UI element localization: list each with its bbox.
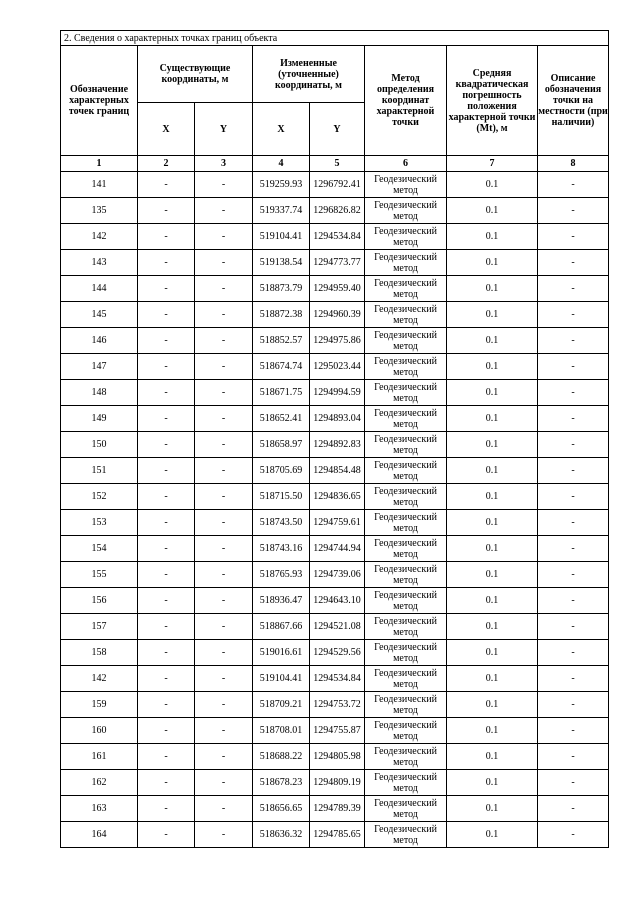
point-cell: 158 <box>61 640 138 666</box>
table-row <box>61 562 609 588</box>
header-error: Средняя квадратическая погрешность положения характерной точки (Mt), м <box>447 46 538 156</box>
existing-x-cell: - <box>138 718 195 744</box>
existing-y-cell: - <box>195 276 253 302</box>
description-cell: - <box>538 640 609 666</box>
table-row <box>61 614 609 640</box>
existing-y-cell: - <box>195 796 253 822</box>
point-cell: 151 <box>61 458 138 484</box>
method-cell: Геодезический метод <box>365 406 447 432</box>
changed-x-cell: 518872.38 <box>253 302 310 328</box>
description-cell: - <box>538 276 609 302</box>
header-method: Метод определения координат характерной точки <box>365 46 447 156</box>
changed-x-cell: 518705.69 <box>253 458 310 484</box>
table-row <box>61 770 609 796</box>
table-row <box>61 458 609 484</box>
existing-x-cell: - <box>138 666 195 692</box>
section-title: 2. Сведения о характерных точках границ объекта <box>61 31 609 46</box>
point-cell: 162 <box>61 770 138 796</box>
error-cell: 0.1 <box>447 432 538 458</box>
table-row <box>61 536 609 562</box>
existing-x-cell: - <box>138 406 195 432</box>
point-cell: 163 <box>61 796 138 822</box>
changed-y-cell: 1294805.98 <box>310 744 365 770</box>
point-cell: 149 <box>61 406 138 432</box>
method-cell: Геодезический метод <box>365 432 447 458</box>
existing-y-cell: - <box>195 510 253 536</box>
method-cell: Геодезический метод <box>365 484 447 510</box>
existing-x-cell: - <box>138 354 195 380</box>
description-cell: - <box>538 614 609 640</box>
description-cell: - <box>538 796 609 822</box>
existing-x-cell: - <box>138 640 195 666</box>
point-cell: 150 <box>61 432 138 458</box>
changed-y-cell: 1294975.86 <box>310 328 365 354</box>
error-cell: 0.1 <box>447 536 538 562</box>
header-point: Обозначение характерных точек границ <box>61 46 138 156</box>
method-cell: Геодезический метод <box>365 354 447 380</box>
changed-y-cell: 1294994.59 <box>310 380 365 406</box>
description-cell: - <box>538 458 609 484</box>
table-row <box>61 276 609 302</box>
existing-y-cell: - <box>195 588 253 614</box>
error-cell: 0.1 <box>447 172 538 198</box>
table-row <box>61 172 609 198</box>
header-changed-y: Y <box>310 103 365 156</box>
description-cell: - <box>538 822 609 848</box>
method-cell: Геодезический метод <box>365 536 447 562</box>
changed-x-cell: 518671.75 <box>253 380 310 406</box>
existing-x-cell: - <box>138 458 195 484</box>
existing-y-cell: - <box>195 198 253 224</box>
description-cell: - <box>538 484 609 510</box>
existing-y-cell: - <box>195 354 253 380</box>
changed-x-cell: 518936.47 <box>253 588 310 614</box>
existing-x-cell: - <box>138 276 195 302</box>
existing-x-cell: - <box>138 536 195 562</box>
changed-y-cell: 1294836.65 <box>310 484 365 510</box>
changed-y-cell: 1296826.82 <box>310 198 365 224</box>
description-cell: - <box>538 380 609 406</box>
existing-x-cell: - <box>138 588 195 614</box>
changed-y-cell: 1294534.84 <box>310 224 365 250</box>
existing-y-cell: - <box>195 432 253 458</box>
changed-y-cell: 1294643.10 <box>310 588 365 614</box>
changed-x-cell: 518652.41 <box>253 406 310 432</box>
method-cell: Геодезический метод <box>365 796 447 822</box>
method-cell: Геодезический метод <box>365 276 447 302</box>
point-cell: 157 <box>61 614 138 640</box>
point-cell: 152 <box>61 484 138 510</box>
method-cell: Геодезический метод <box>365 302 447 328</box>
table-row <box>61 484 609 510</box>
existing-y-cell: - <box>195 484 253 510</box>
method-cell: Геодезический метод <box>365 380 447 406</box>
existing-x-cell: - <box>138 692 195 718</box>
changed-x-cell: 518678.23 <box>253 770 310 796</box>
changed-x-cell: 518674.74 <box>253 354 310 380</box>
point-cell: 142 <box>61 666 138 692</box>
error-cell: 0.1 <box>447 588 538 614</box>
column-number: 5 <box>310 156 365 172</box>
existing-y-cell: - <box>195 692 253 718</box>
changed-x-cell: 518873.79 <box>253 276 310 302</box>
error-cell: 0.1 <box>447 302 538 328</box>
changed-x-cell: 518743.50 <box>253 510 310 536</box>
table-row <box>61 666 609 692</box>
changed-x-cell: 518709.21 <box>253 692 310 718</box>
existing-y-cell: - <box>195 302 253 328</box>
description-cell: - <box>538 432 609 458</box>
method-cell: Геодезический метод <box>365 172 447 198</box>
error-cell: 0.1 <box>447 614 538 640</box>
description-cell: - <box>538 354 609 380</box>
description-cell: - <box>538 172 609 198</box>
changed-y-cell: 1294789.39 <box>310 796 365 822</box>
error-cell: 0.1 <box>447 224 538 250</box>
error-cell: 0.1 <box>447 406 538 432</box>
table-row <box>61 692 609 718</box>
error-cell: 0.1 <box>447 744 538 770</box>
changed-y-cell: 1294529.56 <box>310 640 365 666</box>
error-cell: 0.1 <box>447 484 538 510</box>
boundary-points-table <box>60 30 609 848</box>
existing-x-cell: - <box>138 796 195 822</box>
existing-x-cell: - <box>138 562 195 588</box>
method-cell: Геодезический метод <box>365 588 447 614</box>
header-changed-x: X <box>253 103 310 156</box>
table-row <box>61 640 609 666</box>
changed-x-cell: 519259.93 <box>253 172 310 198</box>
changed-y-cell: 1294893.04 <box>310 406 365 432</box>
changed-y-cell: 1294759.61 <box>310 510 365 536</box>
description-cell: - <box>538 510 609 536</box>
table-row <box>61 822 609 848</box>
error-cell: 0.1 <box>447 796 538 822</box>
changed-x-cell: 518743.16 <box>253 536 310 562</box>
changed-y-cell: 1294755.87 <box>310 718 365 744</box>
description-cell: - <box>538 588 609 614</box>
changed-x-cell: 519138.54 <box>253 250 310 276</box>
point-cell: 146 <box>61 328 138 354</box>
method-cell: Геодезический метод <box>365 328 447 354</box>
error-cell: 0.1 <box>447 692 538 718</box>
changed-x-cell: 518658.97 <box>253 432 310 458</box>
error-cell: 0.1 <box>447 250 538 276</box>
method-cell: Геодезический метод <box>365 692 447 718</box>
column-number: 6 <box>365 156 447 172</box>
description-cell: - <box>538 224 609 250</box>
table-row <box>61 744 609 770</box>
existing-x-cell: - <box>138 380 195 406</box>
description-cell: - <box>538 666 609 692</box>
point-cell: 154 <box>61 536 138 562</box>
description-cell: - <box>538 692 609 718</box>
changed-x-cell: 519337.74 <box>253 198 310 224</box>
changed-x-cell: 518852.57 <box>253 328 310 354</box>
existing-x-cell: - <box>138 198 195 224</box>
changed-y-cell: 1294753.72 <box>310 692 365 718</box>
changed-x-cell: 519104.41 <box>253 224 310 250</box>
error-cell: 0.1 <box>447 770 538 796</box>
changed-y-cell: 1295023.44 <box>310 354 365 380</box>
changed-y-cell: 1294773.77 <box>310 250 365 276</box>
changed-y-cell: 1294960.39 <box>310 302 365 328</box>
existing-y-cell: - <box>195 328 253 354</box>
error-cell: 0.1 <box>447 276 538 302</box>
existing-x-cell: - <box>138 510 195 536</box>
table-row <box>61 406 609 432</box>
table-row <box>61 588 609 614</box>
method-cell: Геодезический метод <box>365 744 447 770</box>
existing-y-cell: - <box>195 250 253 276</box>
header-existing-coordinates: Существующие координаты, м <box>138 46 253 103</box>
existing-y-cell: - <box>195 718 253 744</box>
table-row <box>61 224 609 250</box>
existing-y-cell: - <box>195 640 253 666</box>
existing-y-cell: - <box>195 458 253 484</box>
table-row <box>61 328 609 354</box>
header-existing-y: Y <box>195 103 253 156</box>
method-cell: Геодезический метод <box>365 562 447 588</box>
table-body <box>61 172 609 848</box>
existing-y-cell: - <box>195 614 253 640</box>
existing-x-cell: - <box>138 744 195 770</box>
error-cell: 0.1 <box>447 354 538 380</box>
changed-y-cell: 1294854.48 <box>310 458 365 484</box>
existing-y-cell: - <box>195 822 253 848</box>
description-cell: - <box>538 718 609 744</box>
description-cell: - <box>538 406 609 432</box>
existing-x-cell: - <box>138 250 195 276</box>
point-cell: 159 <box>61 692 138 718</box>
description-cell: - <box>538 744 609 770</box>
error-cell: 0.1 <box>447 666 538 692</box>
description-cell: - <box>538 562 609 588</box>
method-cell: Геодезический метод <box>365 250 447 276</box>
changed-y-cell: 1294744.94 <box>310 536 365 562</box>
error-cell: 0.1 <box>447 718 538 744</box>
table-row <box>61 796 609 822</box>
error-cell: 0.1 <box>447 458 538 484</box>
existing-x-cell: - <box>138 328 195 354</box>
changed-y-cell: 1294892.83 <box>310 432 365 458</box>
table-row <box>61 432 609 458</box>
changed-x-cell: 518765.93 <box>253 562 310 588</box>
error-cell: 0.1 <box>447 328 538 354</box>
method-cell: Геодезический метод <box>365 458 447 484</box>
existing-y-cell: - <box>195 406 253 432</box>
point-cell: 141 <box>61 172 138 198</box>
boundary-points-sheet <box>60 30 608 848</box>
point-cell: 160 <box>61 718 138 744</box>
existing-y-cell: - <box>195 666 253 692</box>
point-cell: 156 <box>61 588 138 614</box>
existing-x-cell: - <box>138 614 195 640</box>
table-row <box>61 354 609 380</box>
header-changed-coordinates: Измененные (уточненные) координаты, м <box>253 46 365 103</box>
point-cell: 145 <box>61 302 138 328</box>
point-cell: 142 <box>61 224 138 250</box>
existing-x-cell: - <box>138 302 195 328</box>
changed-y-cell: 1294739.06 <box>310 562 365 588</box>
changed-y-cell: 1294809.19 <box>310 770 365 796</box>
description-cell: - <box>538 198 609 224</box>
table-row <box>61 718 609 744</box>
existing-y-cell: - <box>195 224 253 250</box>
point-cell: 135 <box>61 198 138 224</box>
column-number: 4 <box>253 156 310 172</box>
description-cell: - <box>538 302 609 328</box>
column-number: 2 <box>138 156 195 172</box>
existing-x-cell: - <box>138 484 195 510</box>
method-cell: Геодезический метод <box>365 822 447 848</box>
column-number: 8 <box>538 156 609 172</box>
changed-y-cell: 1294534.84 <box>310 666 365 692</box>
error-cell: 0.1 <box>447 380 538 406</box>
existing-y-cell: - <box>195 744 253 770</box>
error-cell: 0.1 <box>447 822 538 848</box>
error-cell: 0.1 <box>447 640 538 666</box>
existing-y-cell: - <box>195 562 253 588</box>
description-cell: - <box>538 328 609 354</box>
point-cell: 164 <box>61 822 138 848</box>
existing-y-cell: - <box>195 172 253 198</box>
changed-y-cell: 1294959.40 <box>310 276 365 302</box>
table-row <box>61 380 609 406</box>
changed-y-cell: 1294521.08 <box>310 614 365 640</box>
changed-x-cell: 518688.22 <box>253 744 310 770</box>
point-cell: 153 <box>61 510 138 536</box>
changed-x-cell: 518636.32 <box>253 822 310 848</box>
method-cell: Геодезический метод <box>365 666 447 692</box>
existing-y-cell: - <box>195 770 253 796</box>
point-cell: 144 <box>61 276 138 302</box>
changed-x-cell: 518656.65 <box>253 796 310 822</box>
point-cell: 161 <box>61 744 138 770</box>
changed-x-cell: 519016.61 <box>253 640 310 666</box>
method-cell: Геодезический метод <box>365 198 447 224</box>
error-cell: 0.1 <box>447 198 538 224</box>
changed-x-cell: 518715.50 <box>253 484 310 510</box>
header-existing-x: X <box>138 103 195 156</box>
changed-x-cell: 518708.01 <box>253 718 310 744</box>
error-cell: 0.1 <box>447 510 538 536</box>
error-cell: 0.1 <box>447 562 538 588</box>
method-cell: Геодезический метод <box>365 718 447 744</box>
method-cell: Геодезический метод <box>365 640 447 666</box>
point-cell: 148 <box>61 380 138 406</box>
point-cell: 155 <box>61 562 138 588</box>
existing-x-cell: - <box>138 822 195 848</box>
existing-x-cell: - <box>138 172 195 198</box>
table-row <box>61 198 609 224</box>
existing-x-cell: - <box>138 432 195 458</box>
table-row <box>61 302 609 328</box>
method-cell: Геодезический метод <box>365 770 447 796</box>
changed-x-cell: 518867.66 <box>253 614 310 640</box>
existing-x-cell: - <box>138 770 195 796</box>
column-number: 3 <box>195 156 253 172</box>
method-cell: Геодезический метод <box>365 224 447 250</box>
existing-x-cell: - <box>138 224 195 250</box>
changed-y-cell: 1296792.41 <box>310 172 365 198</box>
changed-x-cell: 519104.41 <box>253 666 310 692</box>
description-cell: - <box>538 770 609 796</box>
header-description: Описание обозначения точки на местности (при наличии) <box>538 46 609 156</box>
table-row <box>61 510 609 536</box>
method-cell: Геодезический метод <box>365 510 447 536</box>
point-cell: 143 <box>61 250 138 276</box>
existing-y-cell: - <box>195 536 253 562</box>
column-number: 7 <box>447 156 538 172</box>
changed-y-cell: 1294785.65 <box>310 822 365 848</box>
description-cell: - <box>538 536 609 562</box>
description-cell: - <box>538 250 609 276</box>
method-cell: Геодезический метод <box>365 614 447 640</box>
column-number: 1 <box>61 156 138 172</box>
point-cell: 147 <box>61 354 138 380</box>
table-row <box>61 250 609 276</box>
existing-y-cell: - <box>195 380 253 406</box>
